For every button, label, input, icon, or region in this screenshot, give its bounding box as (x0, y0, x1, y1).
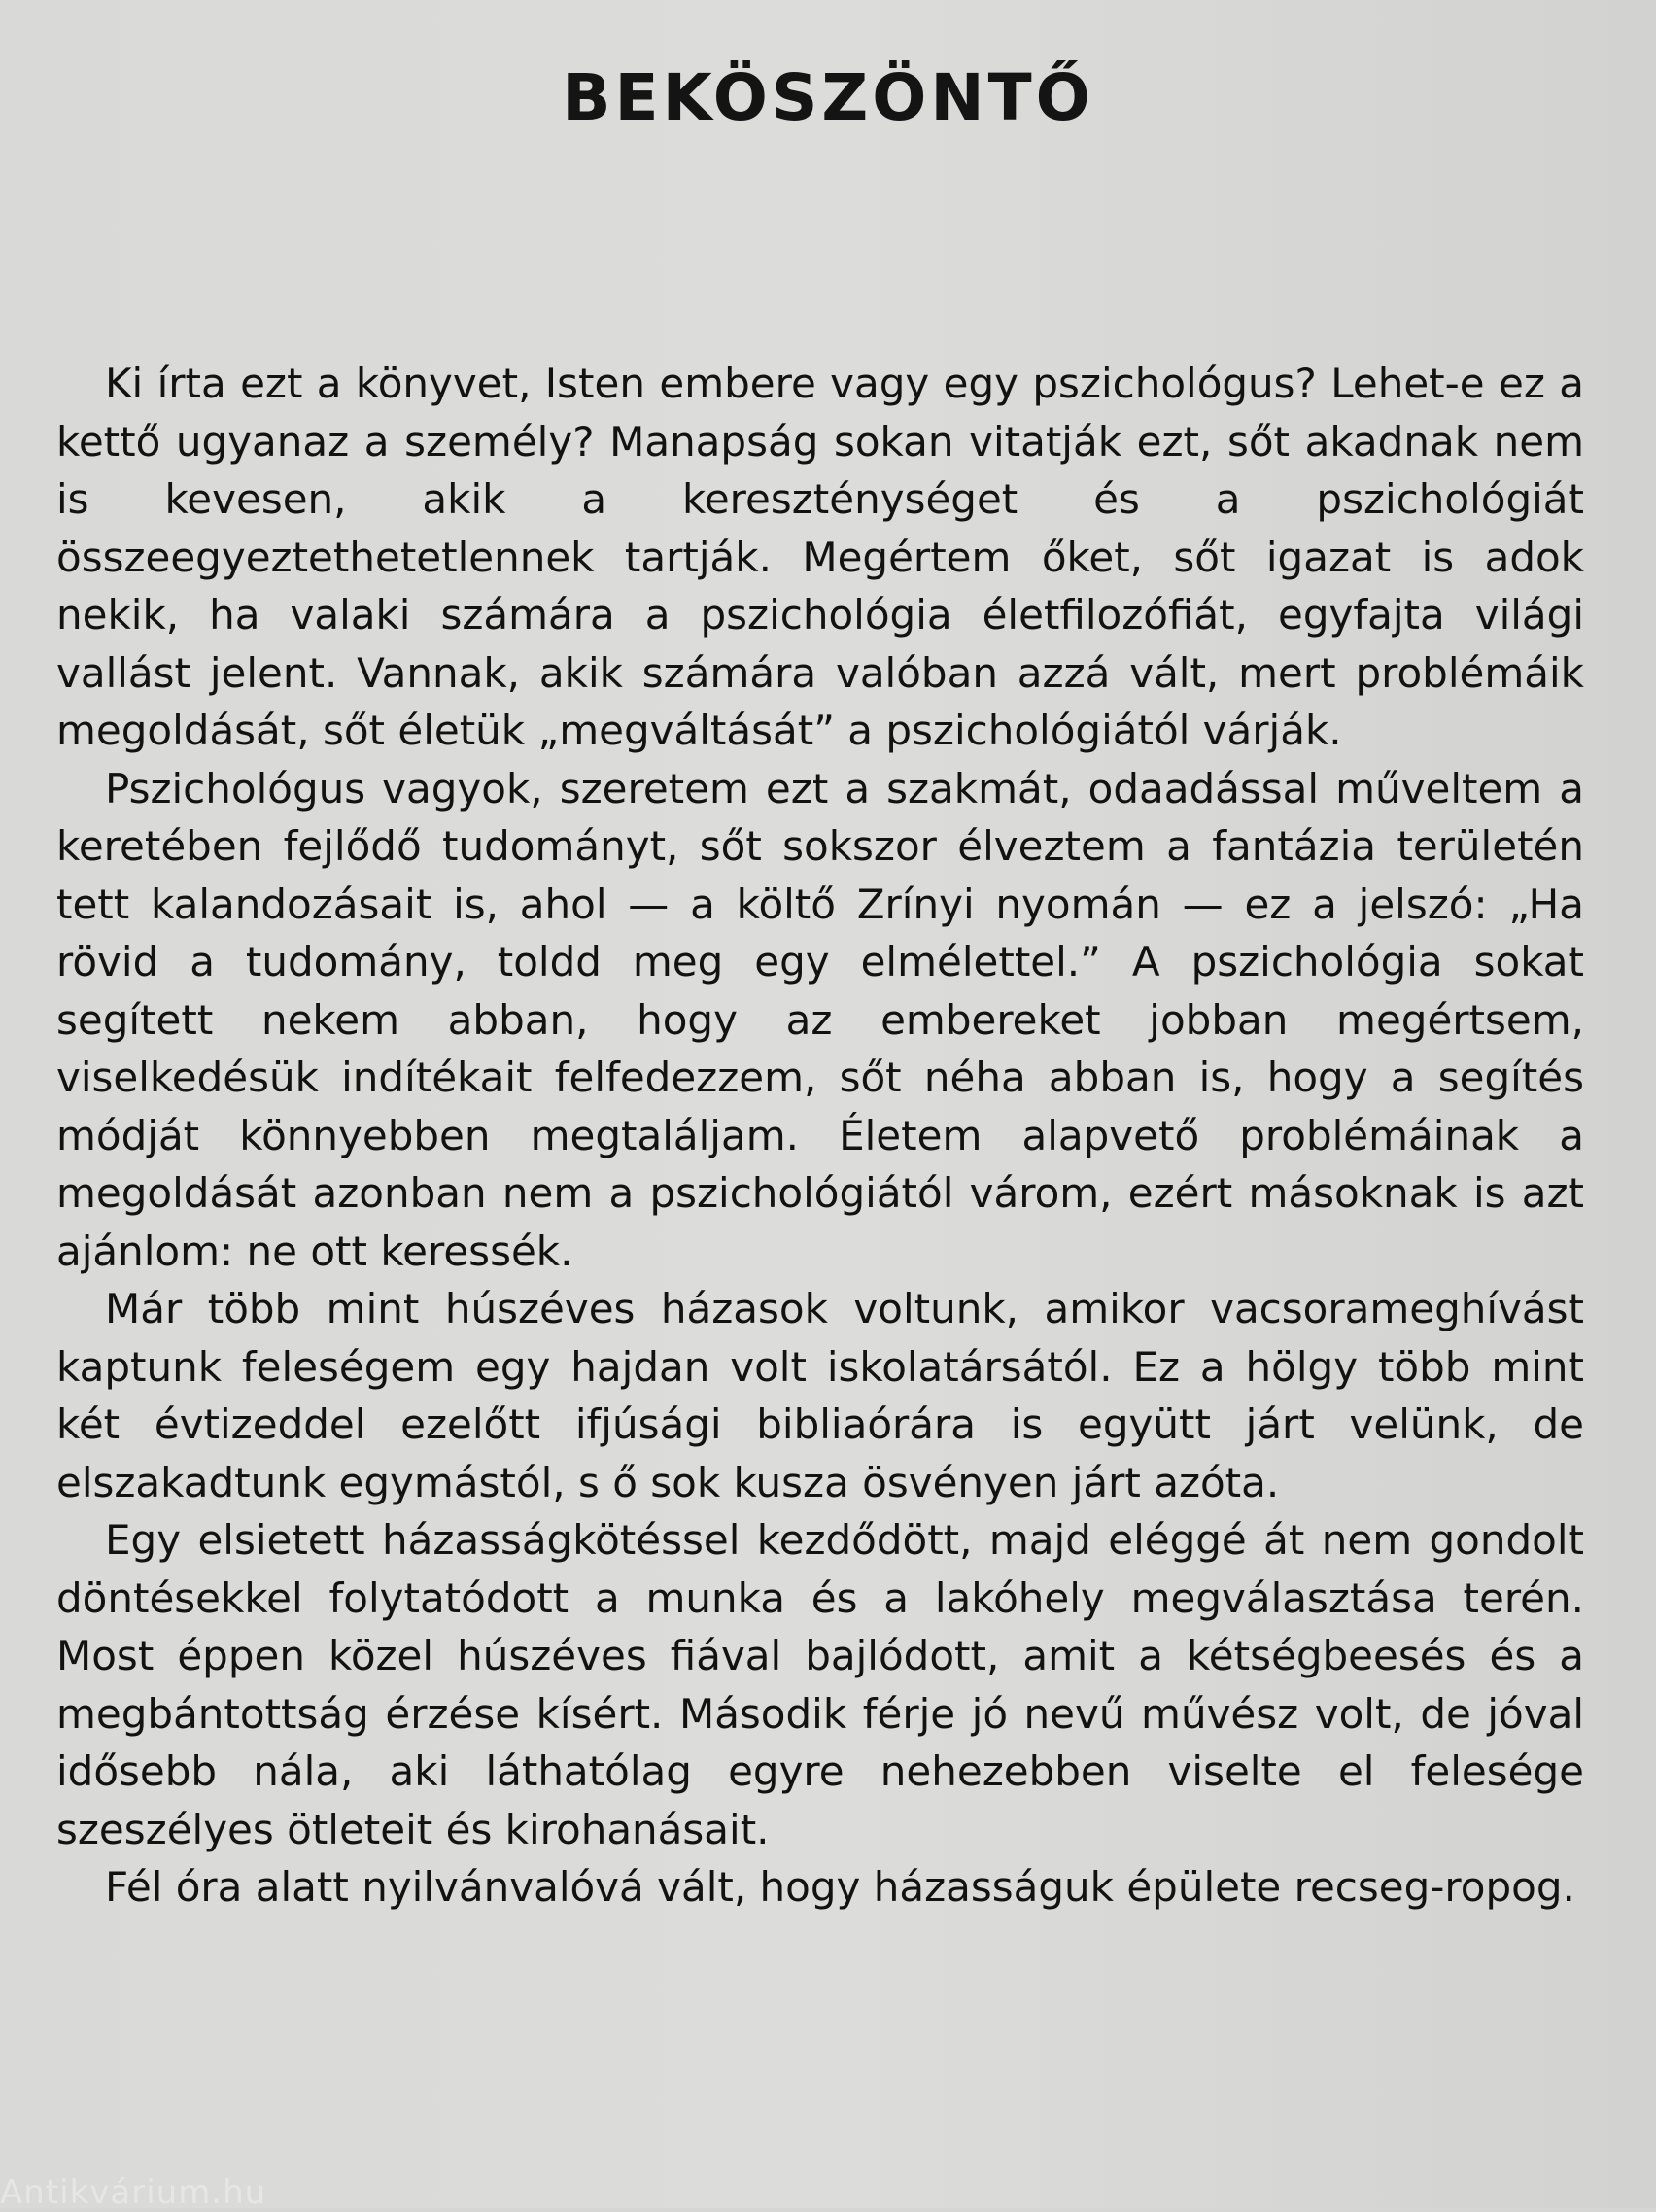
paragraph-5: Fél óra alatt nyilvánvalóvá vált, hogy házasságuk épülete recseg-ropog. (105, 1863, 1575, 1911)
body-text (56, 355, 1584, 1917)
paragraph-3: Már több mint húszéves házasok voltunk, amikor vacsorameghívást kaptunk feleségem egy hajdan volt iskolatársától. Ez a hölgy több mint két évtizeddel ezelőtt ifjúsági bibliaórára is együtt járt velünk, de elszakadtunk egymástól, s ő sok kusza ösvényen járt azóta. (56, 1285, 1584, 1506)
paragraph-1: Ki írta ezt a könyvet, Isten embere vagy egy pszichológus? Lehet-e ez a kettő ugyanaz a személy? Manapság sokan vitatják ezt, sőt akadnak nem is kevesen, akik a kereszténységet és a pszichológiát összeegyeztethetetlennek tartják. Megértem őket, sőt igazat is adok nekik, ha valaki számára a pszichológia életfilozófiát, egyfajta világi vallást jelent. Vannak, akik számára valóban azzá vált, mert problémáik megoldását, sőt életük „megváltását” a pszichológiától várják. (56, 360, 1584, 754)
watermark: Antikvárium.hu (0, 2173, 267, 2212)
paragraph-4: Egy elsietett házasságkötéssel kezdődött, majd eléggé át nem gondolt döntésekkel folytatódott a munka és a lakóhely megválasztása terén. Most éppen közel húszéves fiával bajlódott, amit a kétségbeesés és a megbántottság érzése kísért. Második férje jó nevű művész volt, de jóval idősebb nála, aki láthatólag egyre nehezebben viselte el felesége szeszélyes ötleteit és kirohanásait. (56, 1516, 1584, 1853)
paragraph-2: Pszichológus vagyok, szeretem ezt a szakmát, odaadással műveltem a keretében fejlődő tudományt, sőt sokszor élveztem a fantázia területén tett kalandozásait is, ahol — a költő Zrínyi nyomán — ez a jelszó: „Ha rövid a tudomány, toldd meg egy elmélettel.” A pszichológia sokat segített nekem abban, hogy az embereket jobban megértsem, viselkedésük indítékait felfedezzem, sőt néha abban is, hogy a segítés módját könnyebben megtaláljam. Életem alapvető problémáinak a megoldását azonban nem a pszichológiától várom, ezért másoknak is azt ajánlom: ne ott keressék. (56, 764, 1584, 1275)
page-title: BEKÖSZÖNTŐ (562, 60, 1094, 136)
